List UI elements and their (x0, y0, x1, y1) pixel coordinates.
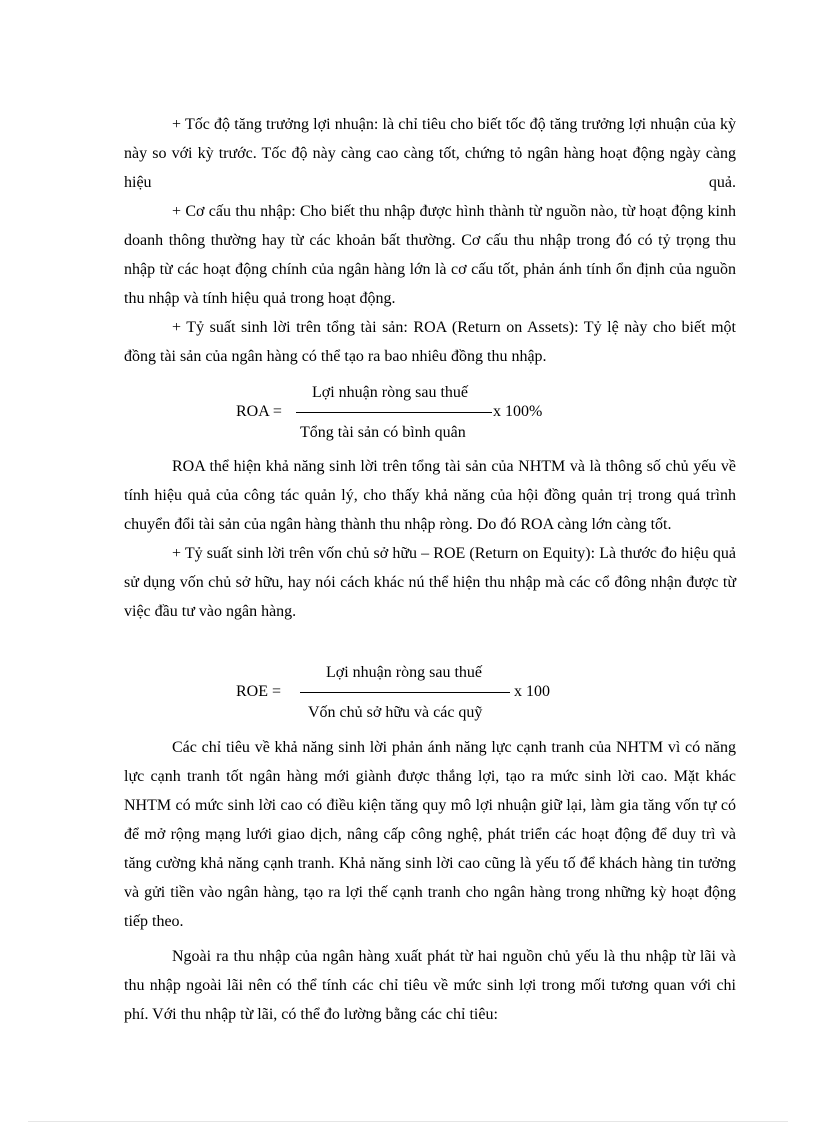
text-block-1 (124, 110, 736, 371)
paragraph-roe-intro: + Tỷ suất sinh lời trên vốn chủ sở hữu – ROE (Return on Equity): Là thước đo hiệu quả sử dụng vốn chủ sở hữu, hay nói cách khác nú thể hiện thu nhập mà các cổ đông nhận được từ việc đầu tư vào ngân hàng. (124, 545, 736, 620)
paragraph-roa-explanation: ROA thể hiện khả năng sinh lời trên tổng tài sản của NHTM và là thông số chủ yếu về tính hiệu quả của công tác quản lý, cho thấy khả năng của hội đồng quản trị trong quá trình chuyển đổi tài sản của ngân hàng thành thu nhập ròng. Do đó ROA càng lớn càng tốt. (124, 458, 736, 533)
formula-roe (236, 661, 576, 723)
formula-roa-numerator: Lợi nhuận ròng sau thuế (312, 384, 468, 401)
formula-roa-denominator: Tổng tài sản có bình quân (300, 424, 466, 441)
formula-roa-label: ROA = (236, 403, 282, 420)
formula-roe-numerator: Lợi nhuận ròng sau thuế (326, 664, 482, 681)
text-block-3 (124, 733, 736, 1029)
formula-roa-multiplier: x 100% (493, 403, 543, 420)
formula-roe-fraction-bar (300, 692, 510, 693)
page-bottom-rule (28, 1121, 788, 1122)
paragraph-profitability-competition: Các chỉ tiêu về khả năng sinh lời phản ánh năng lực cạnh tranh của NHTM vì có năng lực cạnh tranh tốt ngân hàng mới giành được thắng lợi, tạo ra mức sinh lời cao. Mặt khác NHTM có mức sinh lời cao có điều kiện tăng quy mô lợi nhuận giữ lại, làm gia tăng vốn tự có để mở rộng mạng lưới giao dịch, nâng cấp công nghệ, phát triển các hoạt động để duy trì và tăng cường khả năng cạnh tranh. Khả năng sinh lời cao cũng là yếu tố để khách hàng tin tưởng và gửi tiền vào ngân hàng, tạo ra lợi thế cạnh tranh cho ngân hàng trong những kỳ hoạt động tiếp theo. (124, 739, 736, 930)
text-block-2 (124, 452, 736, 626)
formula-roe-multiplier: x 100 (514, 683, 550, 700)
paragraph-income-structure: + Cơ cấu thu nhập: Cho biết thu nhập được hình thành từ nguồn nào, từ hoạt động kinh doanh thông thường hay từ các khoản bất thường. Cơ cấu thu nhập trong đó có tỷ trọng thu nhập từ các hoạt động chính của ngân hàng lớn là cơ cấu tốt, phản ánh tính ổn định của nguồn thu nhập và tính hiệu quả trong hoạt động. (124, 203, 736, 307)
paragraph-profit-growth: + Tốc độ tăng trưởng lợi nhuận: là chỉ tiêu cho biết tốc độ tăng trưởng lợi nhuận của kỳ này so với kỳ trước. Tốc độ này càng cao càng tốt, chứng tỏ ngân hàng hoạt động ngày càng hiệu quả. (124, 116, 736, 191)
formula-roe-label: ROE = (236, 683, 282, 700)
formula-roa (236, 381, 566, 443)
paragraph-roa-intro: + Tỷ suất sinh lời trên tổng tài sản: ROA (Return on Assets): Tỷ lệ này cho biết một đồng tài sản của ngân hàng có thể tạo ra bao nhiêu đồng thu nhập. (124, 319, 736, 365)
formula-roa-fraction-bar (296, 412, 492, 413)
formula-roe-denominator: Vốn chủ sở hữu và các quỹ (308, 704, 483, 721)
paragraph-interest-income: Ngoài ra thu nhập của ngân hàng xuất phát từ hai nguồn chủ yếu là thu nhập từ lãi và thu nhập ngoài lãi nên có thể tính các chỉ tiêu về mức sinh lợi trong mối tương quan với chi phí. Với thu nhập từ lãi, có thể đo lường bằng các chỉ tiêu: (124, 948, 736, 1023)
